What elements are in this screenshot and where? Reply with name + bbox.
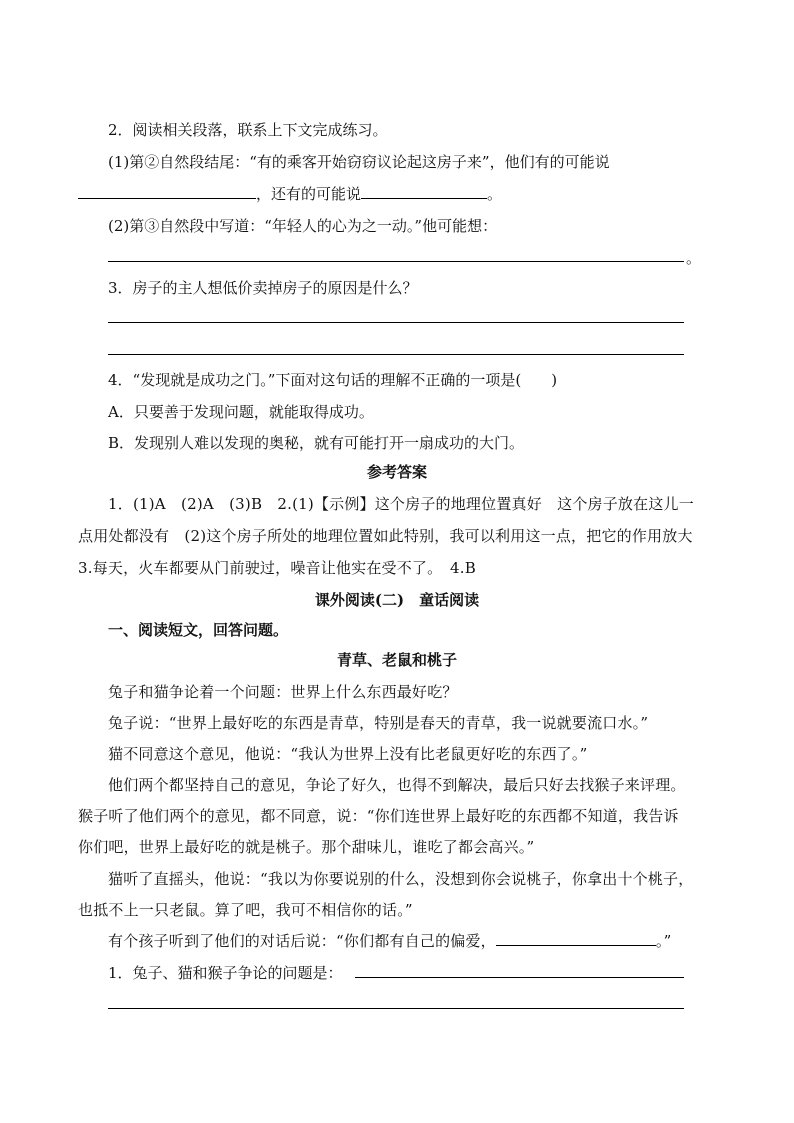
story-paragraph-3: 猫不同意这个意见，他说：“我认为世界上没有比老鼠更好吃的东西了。” [108,745,588,763]
part-heading: 一、阅读短文，回答问题。 [108,621,289,639]
reading-q1-prompt: 1．兔子、猫和猴子争论的问题是： [108,964,343,982]
story-paragraph-6-text: 有个孩子听到了他们的对话后说：“你们都有自己的偏爱， [108,932,496,950]
q2-sub1-prompt: (1)第②自然段结尾：“有的乘客开始窃窃议论起这房子来”，他们有的可能说 [108,153,610,171]
answers-line-3: 3.每天，火车都要从门前驶过，噪音让他实在受不了。 4.B [78,559,476,577]
section-heading: 课外阅读(二) 童话阅读 [314,591,480,609]
story-paragraph-2: 兔子说：“世界上最好吃的东西是青草，特别是春天的青草，我一说就要流口水。” [108,714,649,732]
q2-sub1-mid: ，还有的可能说 [256,185,362,203]
reading-q1-answer-line-2[interactable] [108,1008,684,1009]
q3-answer-line-1[interactable] [108,322,684,323]
story-paragraph-6 [108,931,671,951]
story-paragraph-5b: 也抵不上一只老鼠。算了吧，我可不相信你的话。” [78,901,413,919]
story-paragraph-5a: 猫听了直摇头，他说：“我以为你要说别的什么，没想到你会说桃子，你拿出十个桃子， [108,870,694,888]
story-title: 青草、老鼠和桃子 [336,651,457,669]
answers-line-1: 1．(1)A (2)A (3)B 2.(1)【示例】这个房子的地理位置真好 这个房子放在这儿一 [108,495,694,513]
q3-answer-line-2[interactable] [108,354,684,355]
q3-title: 3．房子的主人想低价卖掉房子的原因是什么？ [108,279,418,297]
story-paragraph-6-end: 。” [655,932,672,950]
reading-q1-answer-line-1[interactable] [355,977,684,978]
q2-sub2-answer-line[interactable] [108,261,684,262]
story-paragraph-4a: 他们两个都坚持自己的意见，争论了好久，也得不到解决，最后只好去找猴子来评理。 [108,776,686,794]
q2-sub1-blank-a[interactable] [78,184,256,199]
story-paragraph-4b: 猴子听了他们两个的意见，都不同意，说：“你们连世界上最好吃的东西都不知道，我告诉 [78,807,679,825]
q2-sub1-end: 。 [487,185,503,203]
q2-sub1-blank-b[interactable] [361,184,487,199]
story-paragraph-1: 兔子和猫争论着一个问题：世界上什么东西最好吃？ [108,683,458,701]
q2-sub1-answer-row [78,184,502,204]
reading-q1 [108,963,343,983]
answers-line-2: 点用处都没有 (2)这个房子所处的地理位置如此特别，我可以利用这一点，把它的作用放大 [78,527,693,545]
story-blank[interactable] [496,931,656,946]
q2-sub2-end: 。 [686,249,702,267]
q4-title: 4．“发现就是成功之门。”下面对这句话的理解不正确的一项是( ) [108,371,558,389]
answers-heading: 参考答案 [366,463,427,481]
q4-option-b: B．发现别人难以发现的奥秘，就有可能打开一扇成功的大门。 [108,434,525,452]
q4-option-a: A．只要善于发现问题，就能取得成功。 [108,403,374,421]
q2-sub2-prompt: (2)第③自然段中写道：“年轻人的心为之一动。”他可能想： [108,217,498,235]
q2-title: 2．阅读相关段落，联系上下文完成练习。 [108,121,388,139]
story-paragraph-4c: 你们吧，世界上最好吃的就是桃子。那个甜味儿，谁吃了都会高兴。” [78,838,535,856]
